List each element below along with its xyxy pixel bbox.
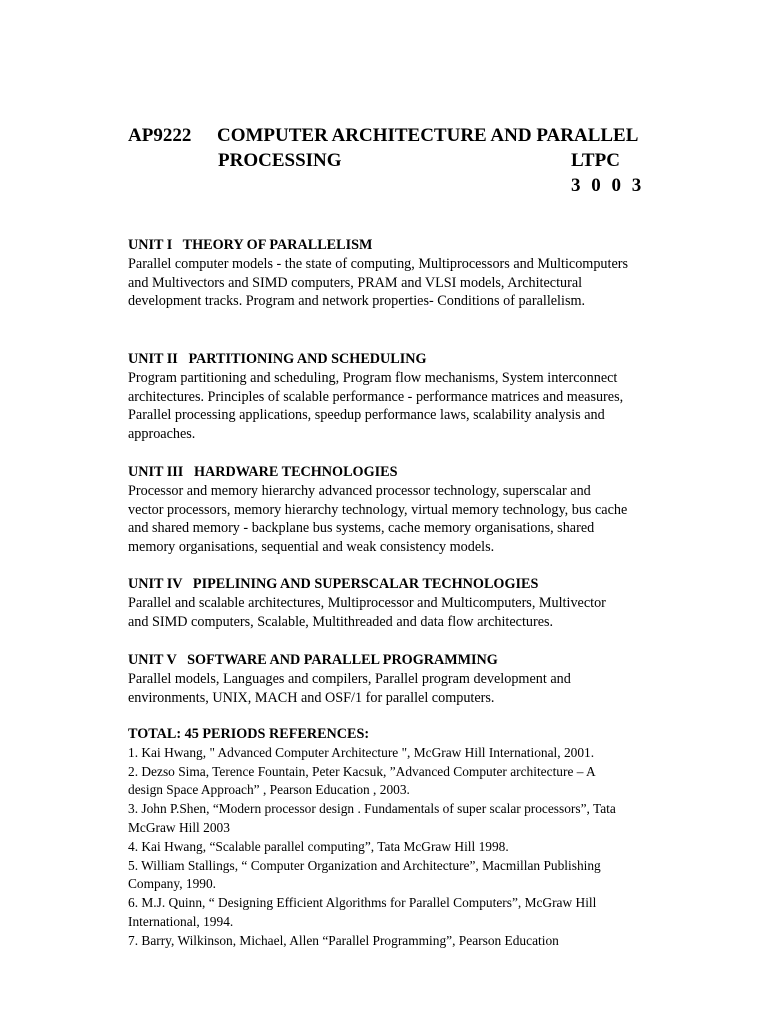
unit-5-section [128, 651, 628, 707]
reference-item: 1. Kai Hwang, " Advanced Computer Architecture ", McGraw Hill International, 2001. [128, 744, 595, 760]
unit-3-section [128, 463, 628, 557]
unit-4-body: Parallel and scalable architectures, Multiprocessor and Multicomputers, Multivector and SIMD computers, Scalable, Multithreaded and data flow architectures. [128, 594, 606, 630]
reference-item: 4. Kai Hwang, “Scalable parallel computing”, Tata McGraw Hill 1998. [128, 838, 509, 854]
ltpc-label: LTPC [571, 150, 620, 171]
reference-item: 3. John P.Shen, “Modern processor design . Fundamentals of super scalar processors”, Tata McGraw Hill 2003 [128, 801, 616, 835]
reference-item: 2. Dezso Sima, Terence Fountain, Peter Kacsuk, ”Advanced Computer architecture – A design Space Approach” , Pearson Education , 2003. [128, 763, 595, 798]
unit-5-heading: UNIT V SOFTWARE AND PARALLEL PROGRAMMING [128, 652, 498, 668]
unit-2-body: Program partitioning and scheduling, Program flow mechanisms, System interconnect architectures. Principles of scalable performance - performance matrices and measures, Parallel processing applications, speedup performance laws, scalability analysis and approaches. [128, 369, 624, 443]
reference-item: 7. Barry, Wilkinson, Michael, Allen “Parallel Programming”, Pearson Education [128, 932, 559, 948]
course-title-line-2: PROCESSING [218, 150, 342, 171]
unit-3-heading: UNIT III HARDWARE TECHNOLOGIES [128, 464, 398, 480]
unit-2-section [128, 350, 628, 444]
unit-4-section [128, 575, 628, 631]
unit-1-section [128, 236, 628, 311]
unit-4-heading: UNIT IV PIPELINING AND SUPERSCALAR TECHNOLOGIES [128, 576, 539, 592]
reference-item: 5. William Stallings, “ Computer Organization and Architecture”, Macmillan Publishing Company, 1990. [128, 857, 601, 892]
reference-item: 6. M.J. Quinn, “ Designing Efficient Algorithms for Parallel Computers”, McGraw Hill International, 1994. [128, 895, 597, 929]
unit-1-heading: UNIT I THEORY OF PARALLELISM [128, 237, 373, 253]
references-section [128, 725, 628, 951]
unit-1-body: Parallel computer models - the state of computing, Multiprocessors and Multicomputers and Multivectors and SIMD computers, PRAM and VLSI models, Architectural development tracks. Program and network properties- Conditions of parallelism. [128, 255, 629, 310]
ltpc-values: 3 0 0 3 [571, 175, 645, 196]
course-code: AP9222 [128, 125, 192, 146]
unit-5-body: Parallel models, Languages and compilers, Parallel program development and environments, UNIX, MACH and OSF/1 for parallel computers. [128, 670, 571, 706]
unit-3-body: Processor and memory hierarchy advanced processor technology, superscalar and vector processors, memory hierarchy technology, virtual memory technology, bus cache and shared memory - backplane bus systems, cache memory organisations, shared memory organisations, sequential and weak consistency models. [128, 482, 628, 556]
course-title-line-1: COMPUTER ARCHITECTURE AND PARALLEL [217, 125, 639, 146]
references-heading: TOTAL: 45 PERIODS REFERENCES: [128, 726, 370, 742]
unit-2-heading: UNIT II PARTITIONING AND SCHEDULING [128, 351, 427, 367]
